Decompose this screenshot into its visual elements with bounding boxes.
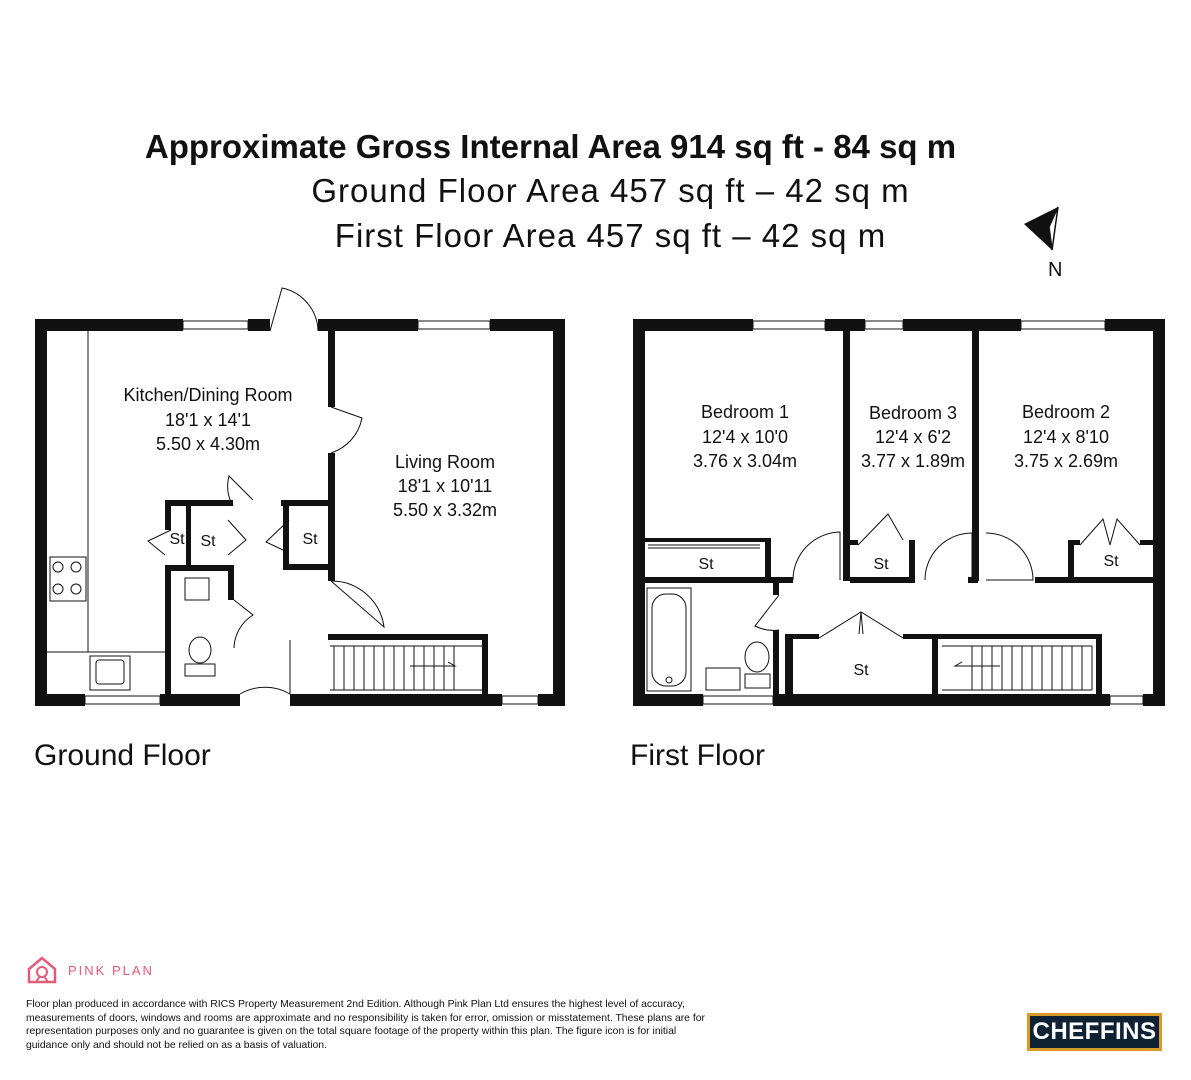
bedroom2-imperial: 12'4 x 8'10 <box>1023 427 1109 447</box>
north-arrow-icon <box>1024 207 1062 281</box>
kitchen-imperial: 18'1 x 14'1 <box>165 410 251 430</box>
bedroom2-metric: 3.75 x 2.69m <box>1013 451 1119 471</box>
first-floor-label: First Floor <box>630 739 765 772</box>
bedroom1-name: Bedroom 1 <box>700 402 790 422</box>
gross-area-title: Approximate Gross Internal Area 914 sq ft - 84 sq m <box>144 128 957 165</box>
ground-floor-area: Ground Floor Area 457 sq ft – 42 sq m <box>311 172 910 209</box>
ground-floor-label: Ground Floor <box>34 739 211 772</box>
pink-plan-logo-icon <box>26 955 58 985</box>
first-floor-plan <box>633 319 1165 706</box>
store-label: St <box>169 531 185 548</box>
living-metric: 5.50 x 3.32m <box>392 500 498 520</box>
first-floor-area: First Floor Area 457 sq ft – 42 sq m <box>334 217 887 254</box>
bedroom2-name: Bedroom 2 <box>1021 402 1111 422</box>
living-name: Living Room <box>394 452 496 472</box>
north-label: N <box>1048 259 1063 281</box>
store-label: St <box>698 556 714 573</box>
store-label: St <box>302 531 318 548</box>
store-label: St <box>1103 553 1119 570</box>
first-floor-labels <box>630 402 1119 772</box>
bedroom3-imperial: 12'4 x 6'2 <box>875 427 951 447</box>
store-label: St <box>200 533 216 550</box>
bedroom3-metric: 3.77 x 1.89m <box>860 451 966 471</box>
living-imperial: 18'1 x 10'11 <box>397 476 493 496</box>
kitchen-metric: 5.50 x 4.30m <box>155 434 261 454</box>
pink-plan-brand <box>26 955 154 985</box>
ground-floor-labels <box>34 385 497 772</box>
pink-plan-text: PINK PLAN <box>68 962 154 978</box>
kitchen-name: Kitchen/Dining Room <box>123 385 293 405</box>
bedroom3-name: Bedroom 3 <box>868 403 958 423</box>
store-label: St <box>853 662 869 679</box>
cheffins-logo: CHEFFINS <box>1027 1013 1162 1051</box>
bedroom1-imperial: 12'4 x 10'0 <box>702 427 788 447</box>
disclaimer-text: Floor plan produced in accordance with RICS Property Measurement 2nd Edition. Although Pink Plan Ltd ensures the highest level of accuracy, measurements of doors, windows and rooms are approximate and no responsibility is taken for error, omission or misstatement. These plans are for representation purposes only and no guarantee is given on the total square footage of the property within this plan. The figure icon is for initial guidance only and should not be relied on as a basis of valuation. <box>26 999 705 1052</box>
store-label: St <box>873 556 889 573</box>
bedroom1-metric: 3.76 x 3.04m <box>692 451 798 471</box>
